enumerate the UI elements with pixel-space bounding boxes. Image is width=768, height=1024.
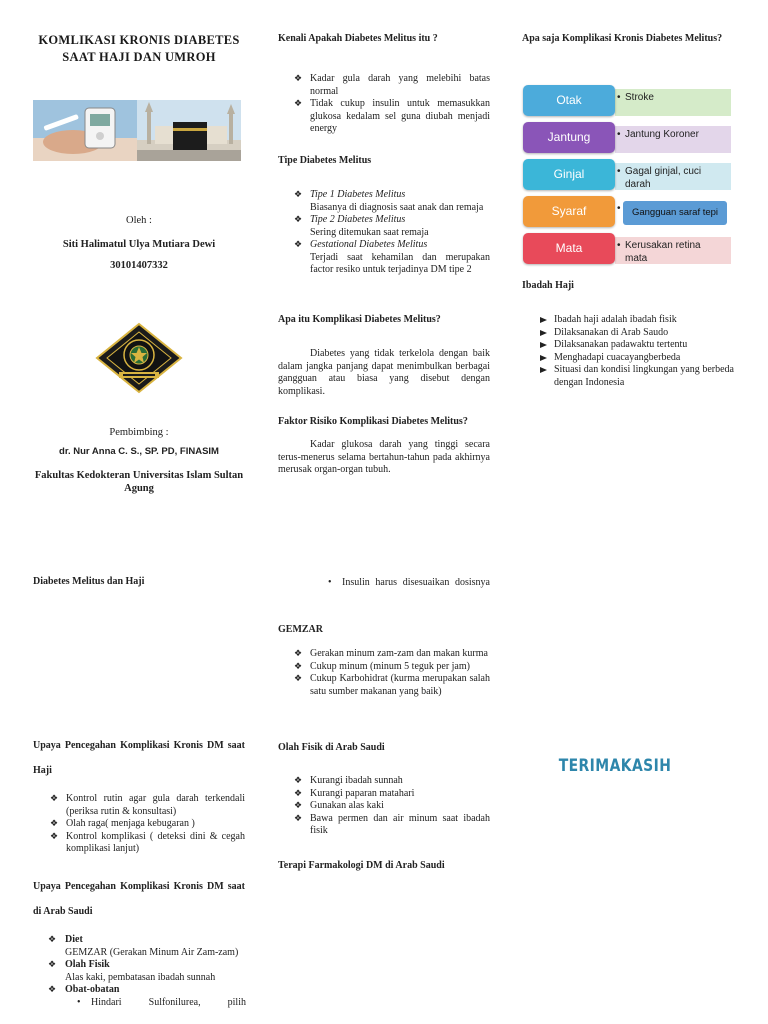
tipe-heading: Tipe Diabetes Melitus	[278, 155, 372, 166]
supervisor-name: dr. Nur Anna C. S., SP. PD, FINASIM	[59, 446, 219, 457]
list-item: Dilaksanakan di Arab Saudo	[538, 327, 734, 340]
komplikasi-kronis-heading: Apa saja Komplikasi Kronis Diabetes Melitus?	[522, 33, 723, 44]
brochure-title: KOMLIKASI KRONIS DIABETES SAAT HAJI DAN UMROH	[38, 33, 240, 64]
kenali-list	[294, 73, 490, 136]
obat-item	[48, 984, 246, 1009]
gemzar-list	[294, 648, 490, 698]
complications-diagram	[523, 85, 735, 270]
kenali-heading: Kenali Apakah Diabetes Melitus itu ?	[278, 33, 438, 44]
list-item: Situasi dan kondisi lingkungan yang berbeda dengan Indonesia	[538, 364, 734, 389]
tipe-desc: Terjadi saat kehamilan dan merupakan factor resiko untuk terjadinya DM tipe 2	[310, 251, 490, 275]
faktor-paragraph: Kadar glukosa darah yang tinggi secara terus-menerus selama bertahun-tahun pada akhirnya merusak organ-organ tubuh.	[278, 439, 490, 475]
diagram-category-mata: Mata	[523, 233, 615, 264]
diamond-bullet-icon: ❖	[48, 959, 57, 969]
tipe-name: ❖ Gestational Diabetes Melitus	[310, 239, 428, 250]
list-item	[326, 577, 490, 590]
list-item: ❖ Olah raga( menjaga kebugaran )	[50, 818, 245, 831]
insulin-text: Insulin harus disesuaikan dosisnya	[342, 577, 490, 588]
list-item: Ibadah haji adalah ibadah fisik	[538, 314, 734, 327]
glucometer-and-kaaba-image	[33, 100, 241, 161]
komplikasi-paragraph: Diabetes yang tidak terkelola dengan baik dalam jangka panjang dapat menimbulkan berbagai gangguan atau biasa yang disebut dengan komplikasi.	[278, 348, 490, 397]
ibadah-list	[538, 314, 734, 389]
obat-sublist	[65, 997, 246, 1010]
upaya-haji-heading: Upaya Pencegahan Komplikasi Kronis DM saat Haji	[33, 740, 245, 776]
terapi-heading: Terapi Farmakologi DM di Arab Saudi	[278, 860, 445, 871]
olah-fisik-heading: Olah Fisik di Arab Saudi	[278, 742, 385, 753]
diamond-bullet-icon: ❖	[48, 984, 57, 994]
gemzar-heading: GEMZAR	[278, 624, 323, 635]
tipe-item	[294, 214, 490, 239]
list-item: ❖ Kurangi paparan matahari	[294, 788, 490, 801]
syaraf-detail-box: • Gangguan saraf tepi	[623, 201, 727, 225]
olah-fisik-list	[294, 775, 490, 838]
list-item: Menghadapi cuacayangberbeda	[538, 352, 734, 365]
faculty-name: Fakultas Kedokteran Universitas Islam Sultan Agung	[34, 470, 244, 494]
upaya-haji-list	[50, 793, 245, 856]
diagram-category-jantung: Jantung	[523, 122, 615, 153]
upaya-arab-heading: Upaya Pencegahan Komplikasi Kronis DM saat di Arab Saudi	[33, 881, 245, 917]
olah-fisik-text: Alas kaki, pembatasan ibadah sunnah	[65, 971, 216, 983]
upaya-arab-list	[48, 934, 246, 1009]
tipe-name: ❖ Tipe 1 Diabetes Melitus	[310, 189, 406, 200]
ibadah-heading: Ibadah Haji	[522, 280, 574, 291]
insulin-list	[326, 577, 490, 590]
komplikasi-heading: Apa itu Komplikasi Diabetes Melitus?	[278, 314, 441, 325]
diagram-detail-syaraf	[615, 200, 731, 227]
list-item: ❖ Cukup minum (minum 5 teguk per jam)	[294, 661, 490, 674]
tipe-desc: Sering ditemukan saat remaja	[310, 226, 429, 238]
list-item: • Hindari Sulfonilurea, pilih	[75, 997, 246, 1010]
tipe-desc: Biasanya di diagnosis saat anak dan remaja	[310, 201, 484, 213]
list-item: Dilaksanakan padawaktu tertentu	[538, 339, 734, 352]
olah-fisik-item	[48, 959, 246, 984]
diagram-category-ginjal: Ginjal	[523, 159, 615, 190]
thank-you-text: TERIMAKASIH	[558, 756, 672, 776]
supervisor-label: Pembimbing :	[109, 427, 169, 438]
diagram-category-otak: Otak	[523, 85, 615, 116]
tipe-item	[294, 239, 490, 277]
author-label: Oleh :	[126, 215, 152, 226]
list-item: ❖ Tidak cukup insulin untuk memasukkan glukosa kedalam sel guna diubah menjadi energy	[294, 98, 490, 136]
diet-label: Diet	[65, 934, 83, 945]
diagram-detail-otak: • Stroke	[615, 89, 731, 116]
author-student-id: 30101407332	[110, 260, 168, 271]
faktor-heading: Faktor Risiko Komplikasi Diabetes Melitus?	[278, 416, 468, 427]
diagram-detail-jantung: • Jantung Koroner	[615, 126, 731, 153]
list-item: ❖ Kurangi ibadah sunnah	[294, 775, 490, 788]
diet-text: GEMZAR (Gerakan Minum Air Zam-zam)	[65, 946, 239, 958]
list-item: ❖ Gerakan minum zam-zam dan makan kurma	[294, 648, 490, 661]
diamond-bullet-icon: ❖	[48, 934, 57, 944]
university-logo	[95, 322, 183, 394]
tipe-item	[294, 189, 490, 214]
obat-label: Obat-obatan	[65, 984, 120, 995]
diagram-category-syaraf: Syaraf	[523, 196, 615, 227]
list-item: ❖ Kadar gula darah yang melebihi batas normal	[294, 73, 490, 98]
diagram-detail-ginjal: • Gagal ginjal, cuci darah	[615, 163, 731, 190]
list-item: ❖ Kontrol komplikasi ( deteksi dini & cegah komplikasi lanjut)	[50, 831, 245, 856]
list-item: ❖ Cukup Karbohidrat (kurma merupakan salah satu sumber makanan yang baik)	[294, 673, 490, 698]
list-item: ❖ Kontrol rutin agar gula darah terkendali (periksa rutin & konsultasi)	[50, 793, 245, 818]
banner-image	[33, 100, 241, 161]
list-item: ❖ Gunakan alas kaki	[294, 800, 490, 813]
section-dm-haji-heading: Diabetes Melitus dan Haji	[33, 576, 145, 587]
tipe-list	[294, 189, 490, 277]
author-name: Siti Halimatul Ulya Mutiara Dewi	[62, 239, 216, 250]
tipe-name: ❖ Tipe 2 Diabetes Melitus	[310, 214, 406, 225]
list-item: ❖ Bawa permen dan air minum saat ibadah fisik	[294, 813, 490, 838]
diet-item	[48, 934, 246, 959]
olah-fisik-label: Olah Fisik	[65, 959, 110, 970]
diagram-detail-mata: • Kerusakan retina mata	[615, 237, 731, 264]
unissula-seal-icon	[95, 322, 183, 394]
